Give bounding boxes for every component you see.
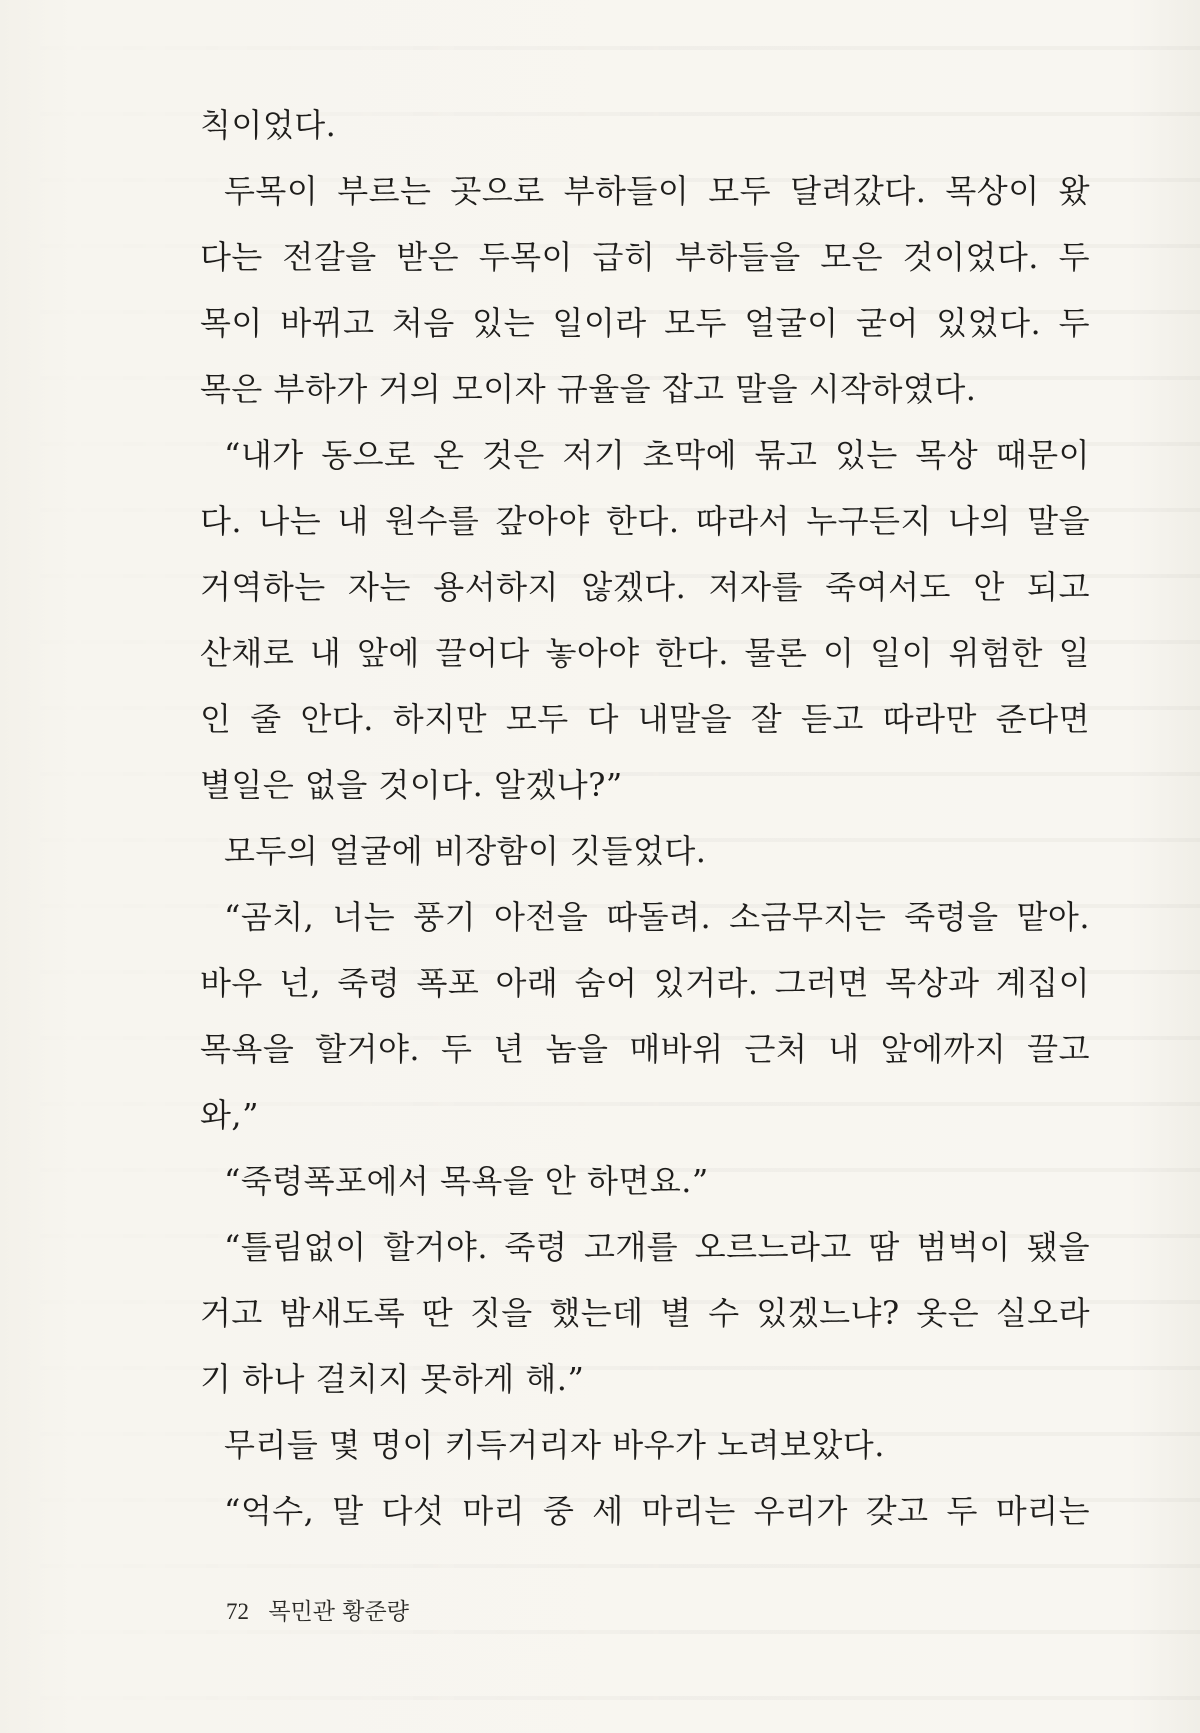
text-line: 두목이 부르는 곳으로 부하들이 모두 달려갔다. 목상이 왔 — [224, 172, 1090, 210]
text-line: 다. 나는 내 원수를 갚아야 한다. 따라서 누구든지 나의 말을 — [200, 502, 1090, 540]
text-line: “억수, 말 다섯 마리 중 세 마리는 우리가 갖고 두 마리는 — [224, 1492, 1090, 1530]
text-line: 산채로 내 앞에 끌어다 놓아야 한다. 물론 이 일이 위험한 일 — [200, 634, 1090, 672]
text-line: 와,” — [200, 1096, 259, 1134]
page-footer — [226, 1596, 409, 1628]
text-line: 거역하는 자는 용서하지 않겠다. 저자를 죽여서도 안 되고 — [200, 568, 1090, 606]
page-number: 72 — [226, 1599, 249, 1624]
text-line: 칙이었다. — [200, 106, 337, 144]
text-line: 별일은 없을 것이다. 알겠나?” — [200, 766, 623, 804]
running-title: 목민관 황준량 — [268, 1599, 409, 1625]
text-line: 기 하나 걸치지 못하게 해.” — [200, 1360, 585, 1398]
body-text — [200, 92, 1090, 1544]
text-line: 목은 부하가 거의 모이자 규율을 잡고 말을 시작하였다. — [200, 370, 977, 408]
text-line: 바우 넌, 죽령 폭포 아래 숨어 있거라. 그러면 목상과 계집이 — [200, 964, 1090, 1002]
text-line: 인 줄 안다. 하지만 모두 다 내말을 잘 듣고 따라만 준다면 — [200, 700, 1090, 738]
text-line: “틀림없이 할거야. 죽령 고개를 오르느라고 땀 범벅이 됐을 — [224, 1228, 1090, 1266]
text-line: 다는 전갈을 받은 두목이 급히 부하들을 모은 것이었다. 두 — [200, 238, 1090, 276]
text-line: “내가 동으로 온 것은 저기 초막에 묶고 있는 목상 때문이 — [224, 436, 1090, 474]
text-line: 거고 밤새도록 딴 짓을 했는데 별 수 있겠느냐? 옷은 실오라 — [200, 1294, 1090, 1332]
text-line: 무리들 몇 명이 키득거리자 바우가 노려보았다. — [224, 1426, 885, 1464]
text-line: 목이 바뀌고 처음 있는 일이라 모두 얼굴이 굳어 있었다. 두 — [200, 304, 1090, 342]
text-line: “곰치, 너는 풍기 아전을 따돌려. 소금무지는 죽령을 맡아. — [224, 898, 1090, 936]
text-line: “죽령폭포에서 목욕을 안 하면요.” — [224, 1162, 709, 1200]
text-line: 모두의 얼굴에 비장함이 깃들었다. — [224, 832, 707, 870]
text-line: 목욕을 할거야. 두 년 놈을 매바위 근처 내 앞에까지 끌고 — [200, 1030, 1090, 1068]
